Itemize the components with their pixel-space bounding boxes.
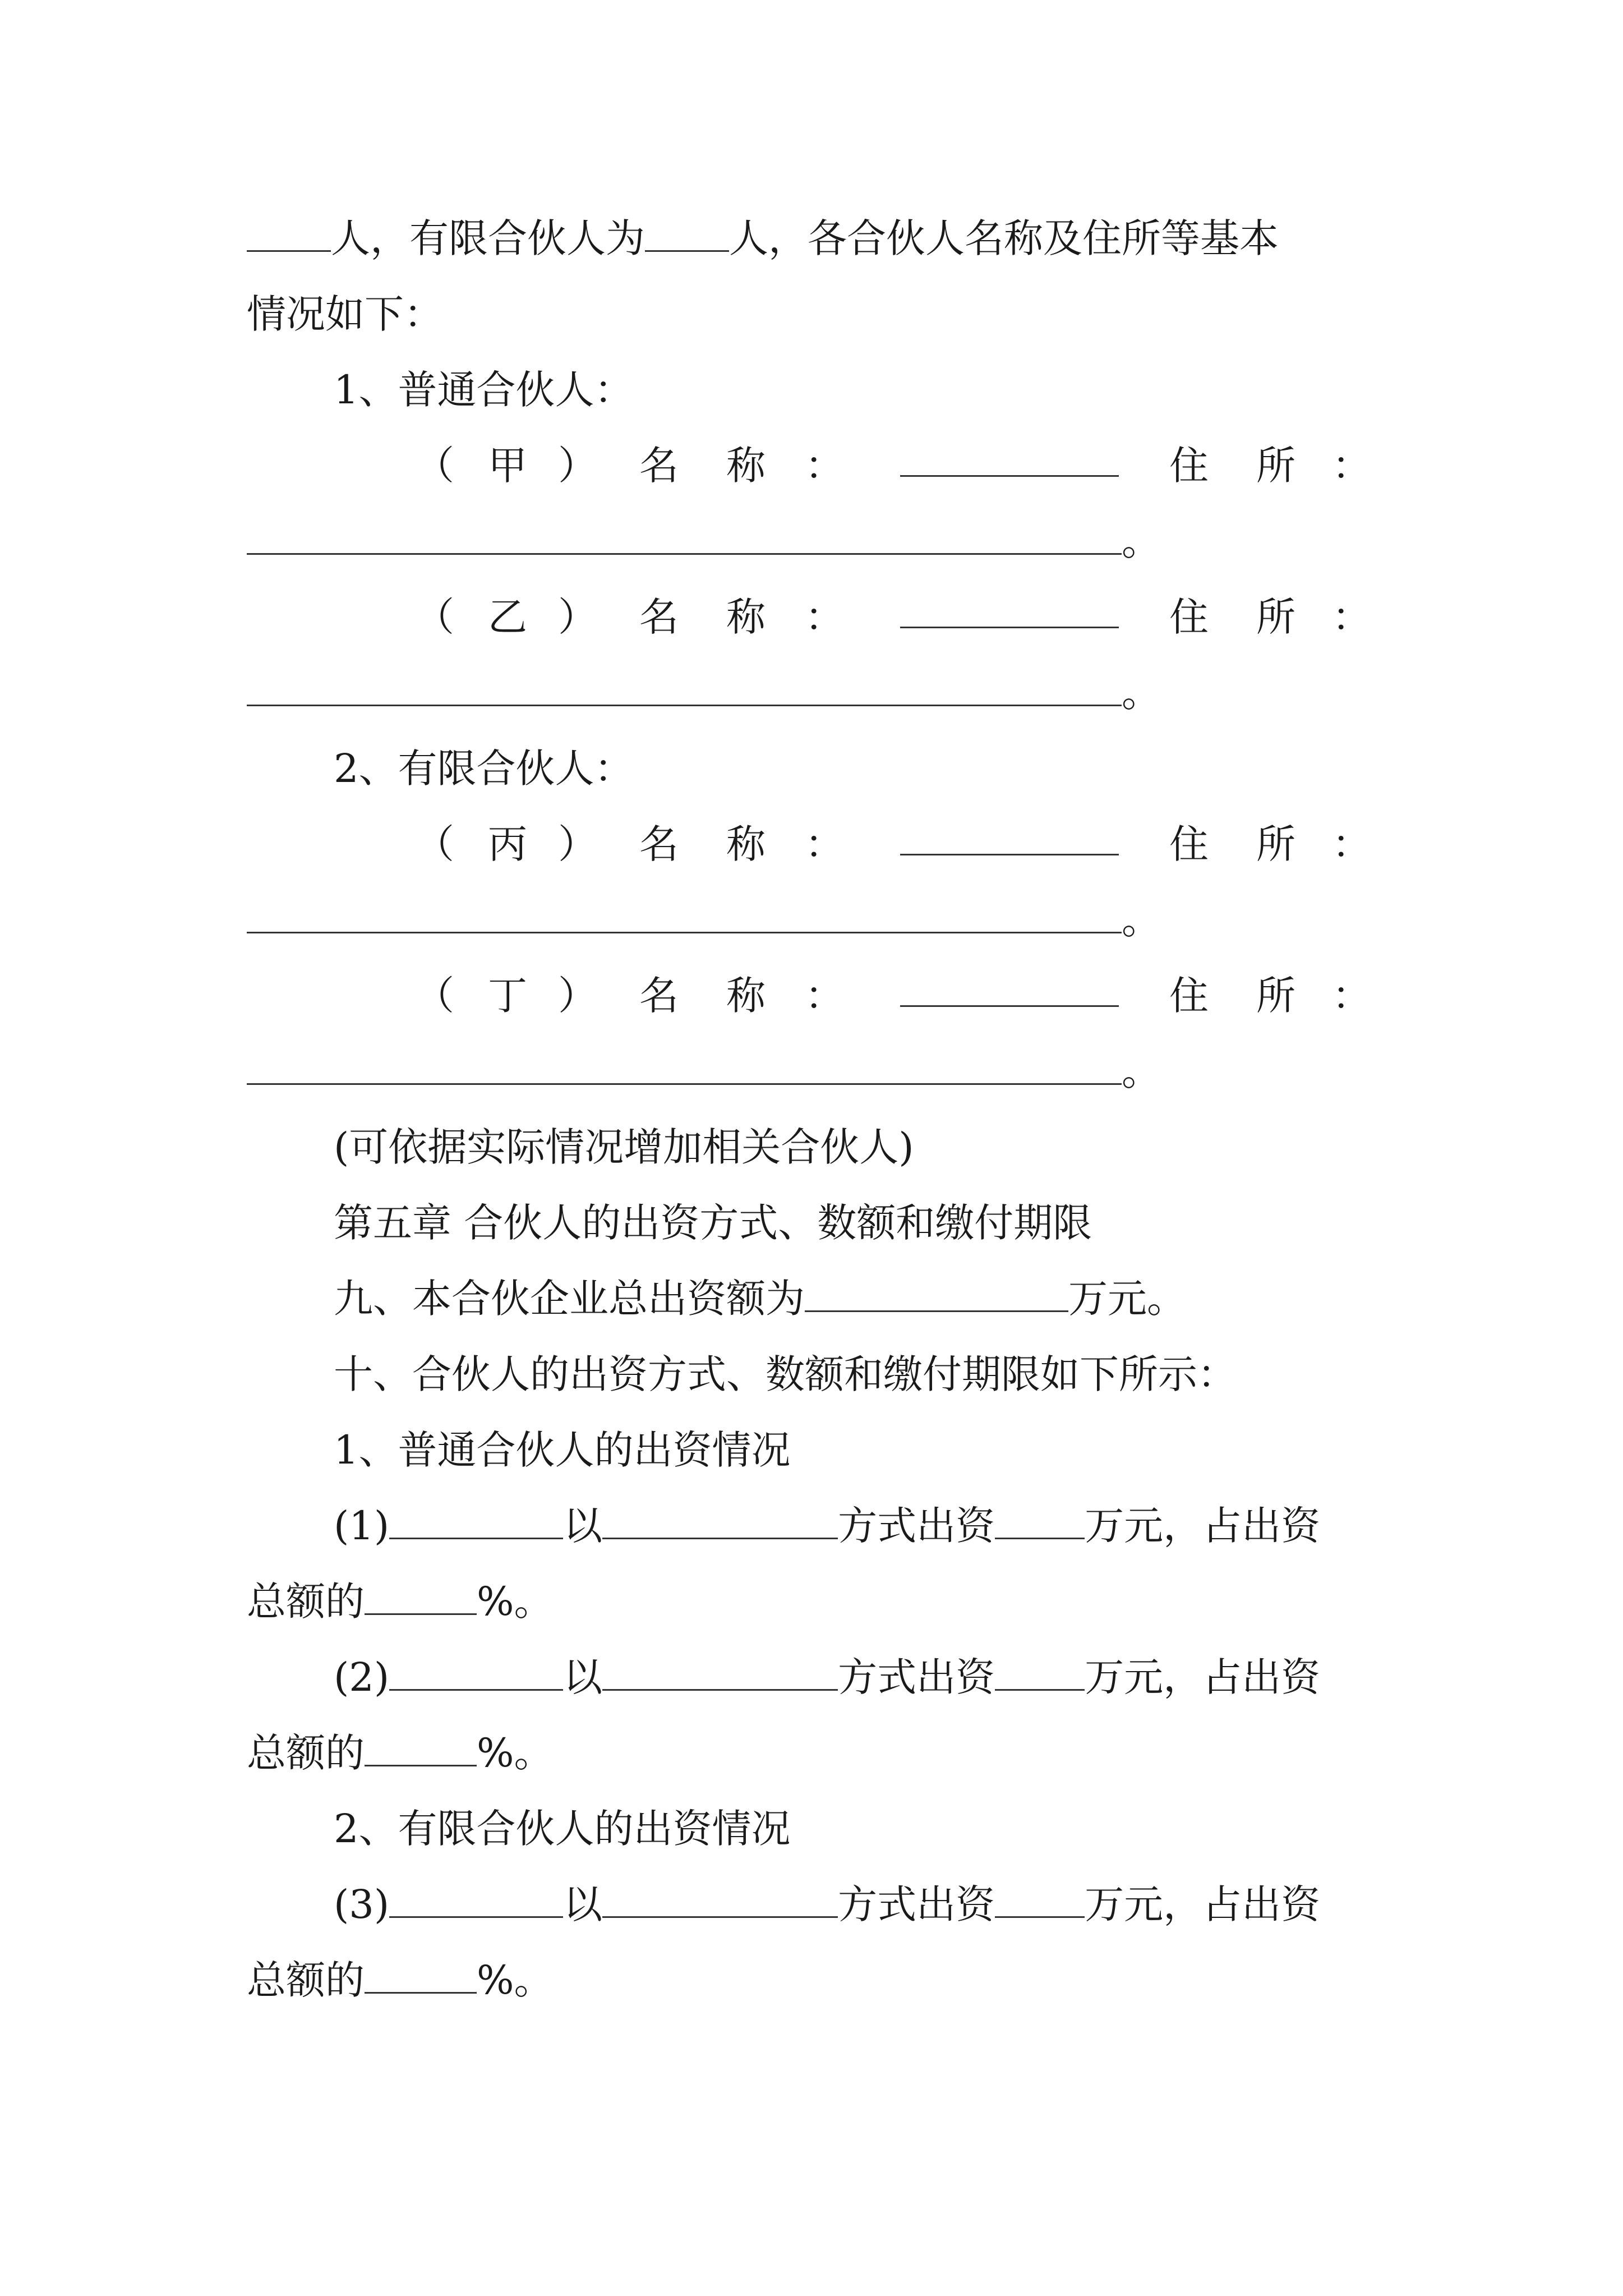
address-blank [247,518,1122,555]
paren-right: ） [558,973,597,1019]
gp-count-blank [247,215,331,252]
paren-right: ） [558,443,597,489]
period: 。 [1122,897,1161,943]
partner-bing-row [0,819,1623,869]
item-10: 十、合伙人的出资方式、数额和缴付期限如下所示： [334,1351,1237,1397]
name-blank [900,592,1119,628]
item-9 [334,1273,1186,1324]
text: %。 [477,1730,554,1776]
partner-yi-row [0,592,1623,642]
address-line [247,895,1161,945]
amount-blank [995,1503,1085,1539]
address-label-char: 住 [1169,973,1209,1019]
name-label-char: 名 [639,443,679,489]
method-blank [602,1881,838,1918]
address-label-char: 住 [1169,594,1209,640]
name-blank [900,819,1119,855]
name-label-char: 称 [726,973,766,1019]
address-line [247,668,1161,718]
text: 人，有限合伙人为 [331,215,645,261]
name-label-char: 名 [639,594,679,640]
text: 以 [563,1654,603,1700]
paren-left: （ [415,821,454,867]
address-blank [247,1048,1122,1085]
method-blank [602,1503,838,1539]
name-label-char: ： [805,973,844,1019]
address-label-char: 所 [1256,443,1295,489]
paren-left: （ [415,594,454,640]
chapter-heading: 第五章 合伙人的出资方式、数额和缴付期限 [334,1200,1092,1246]
share-blank [365,1957,477,1994]
name-label-char: ： [805,821,844,867]
period: 。 [1122,518,1161,564]
text: 总额的 [247,1579,365,1625]
name-label-char: 称 [726,821,766,867]
address-line [247,1046,1161,1097]
address-label-char: 所 [1256,594,1295,640]
amount-blank [995,1881,1085,1918]
partner-id: 丁 [488,973,527,1019]
name-label-char: 称 [726,443,766,489]
address-label-char: 住 [1169,821,1209,867]
paren-left: （ [415,443,454,489]
text: 九、本合伙企业总出资额为 [334,1276,805,1322]
section-heading: 1、普通合伙人的出资情况 [334,1427,791,1473]
address-blank [247,897,1122,933]
text: 方式出资 [838,1654,995,1700]
address-label-char: ： [1332,443,1371,489]
partner-id: 甲 [488,443,527,489]
lp-count-blank [645,215,729,252]
text: %。 [477,1957,554,2003]
address-label-char: ： [1332,973,1371,1019]
text: 以 [563,1881,603,1927]
paren-right: ） [558,821,597,867]
item-number: (3) [334,1881,390,1927]
partner-jia-row [0,440,1623,491]
contribution-2-line [334,1652,1320,1703]
name-label-char: ： [805,594,844,640]
item-number: (2) [334,1654,390,1700]
total-amount-blank [805,1276,1068,1312]
name-label-char: 名 [639,821,679,867]
text: 方式出资 [838,1503,995,1549]
contributor-blank [389,1654,563,1691]
partner-count-line [247,213,1279,264]
address-line [247,516,1161,567]
text: %。 [477,1579,554,1625]
section-heading: 2、有限合伙人： [334,746,634,792]
contribution-1-line [334,1501,1320,1551]
text: 万元，占出资 [1085,1654,1321,1700]
section-heading: 2、有限合伙人的出资情况 [334,1806,791,1852]
partner-id: 乙 [488,594,527,640]
paren-left: （ [415,973,454,1019]
name-blank [900,440,1119,477]
name-label-char: 名 [639,973,679,1019]
text: 总额的 [247,1957,365,2003]
name-label-char: ： [805,443,844,489]
share-line [247,1955,554,2005]
share-blank [365,1579,477,1615]
section-heading: 1、普通合伙人： [334,367,634,413]
address-label-char: 住 [1169,443,1209,489]
period: 。 [1122,670,1161,716]
text: 总额的 [247,1730,365,1776]
partner-id: 丙 [488,821,527,867]
text: 万元，占出资 [1085,1881,1321,1927]
contribution-3-line [334,1879,1320,1930]
text-line: 情况如下： [247,291,443,337]
paren-right: ） [558,594,597,640]
text: 万元，占出资 [1085,1503,1321,1549]
name-label-char: 称 [726,594,766,640]
method-blank [602,1654,838,1691]
partner-ding-row [0,970,1623,1021]
contributor-blank [389,1881,563,1918]
address-label-char: ： [1332,821,1371,867]
item-number: (1) [334,1503,390,1549]
note-text: (可依据实际情况增加相关合伙人) [334,1124,914,1170]
text: 方式出资 [838,1881,995,1927]
address-label-char: ： [1332,594,1371,640]
period: 。 [1122,1048,1161,1094]
contributor-blank [389,1503,563,1539]
address-label-char: 所 [1256,821,1295,867]
share-blank [365,1730,477,1766]
text: 万元。 [1068,1276,1186,1322]
name-blank [900,970,1119,1007]
text: 人，各合伙人名称及住所等基本 [729,215,1279,261]
amount-blank [995,1654,1085,1691]
address-label-char: 所 [1256,973,1295,1019]
share-line [247,1576,554,1627]
share-line [247,1728,554,1778]
text: 以 [563,1503,603,1549]
address-blank [247,670,1122,706]
